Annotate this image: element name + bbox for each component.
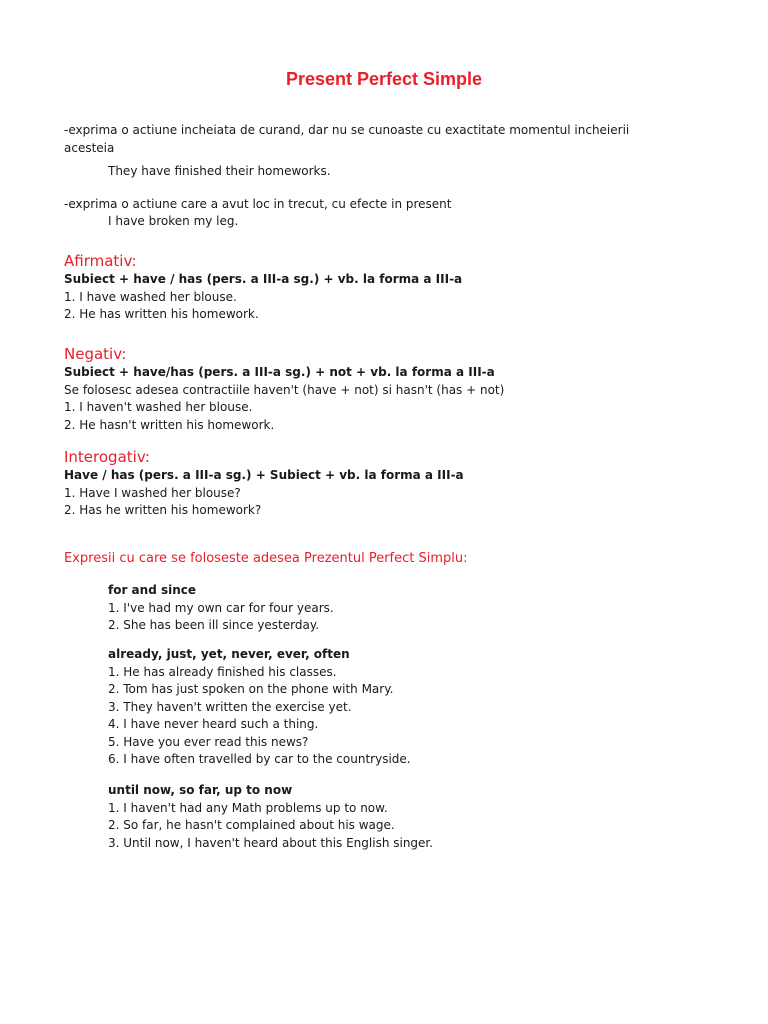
interogativ-example: 1. Have I washed her blouse? — [64, 485, 241, 500]
negativ-example: 2. He hasn't written his homework. — [64, 417, 275, 432]
expresii-example: 2. She has been ill since yesterday. — [108, 618, 320, 632]
interogativ-formula: Have / has (pers. a III-a sg.) + Subiect + vb. la forma a III-a — [64, 468, 464, 482]
expresii-example: 1. I've had my own car for four years. — [108, 600, 334, 615]
interogativ-example: 2. Has he written his homework? — [64, 503, 262, 517]
afirmativ-section — [64, 251, 724, 324]
intro-use2: -exprima o actiune care a avut loc in trecut, cu efecte in present — [64, 197, 452, 211]
afirmativ-formula: Subiect + have / has (pers. a III-a sg.) + vb. la forma a III-a — [64, 272, 463, 286]
expresii-group-already — [64, 646, 768, 769]
interogativ-heading: Interogativ: — [64, 448, 150, 466]
intro-use1-line1: -exprima o actiune incheiata de curand, dar nu se cunoaste cu exactitate momentul incheierii — [64, 123, 630, 137]
intro-example2: I have broken my leg. — [108, 214, 239, 228]
expresii-example: 6. I have often travelled by car to the countryside. — [108, 752, 411, 766]
expresii-example: 3. They haven't written the exercise yet. — [108, 699, 352, 714]
expresii-group-title: already, just, yet, never, ever, often — [108, 647, 350, 661]
negativ-heading: Negativ: — [64, 345, 127, 363]
afirmativ-example: 2. He has written his homework. — [64, 307, 259, 321]
afirmativ-example: 1. I have washed her blouse. — [64, 289, 237, 304]
expresii-group-title: until now, so far, up to now — [108, 783, 293, 797]
intro-example1: They have finished their homeworks. — [108, 164, 331, 178]
expresii-group-until-now — [64, 782, 768, 852]
expresii-group-title: for and since — [108, 583, 197, 597]
negativ-example: 1. I haven't washed her blouse. — [64, 400, 253, 414]
expresii-example: 4. I have never heard such a thing. — [108, 717, 319, 731]
expresii-example: 2. So far, he hasn't complained about his wage. — [108, 818, 395, 832]
interogativ-section — [64, 447, 724, 520]
expresii-heading-wrap — [64, 550, 724, 568]
expresii-example: 1. He has already finished his classes. — [108, 664, 337, 679]
expresii-example: 5. Have you ever read this news? — [108, 734, 309, 749]
negativ-section — [64, 344, 724, 434]
intro-use1 — [64, 122, 724, 157]
expresii-example: 2. Tom has just spoken on the phone with Mary. — [108, 682, 394, 696]
afirmativ-heading: Afirmativ: — [64, 252, 137, 270]
expresii-group-for-since — [64, 582, 768, 635]
negativ-note: Se folosesc adesea contractiile haven't (have + not) si hasn't (has + not) — [64, 382, 505, 397]
negativ-formula: Subiect + have/has (pers. a III-a sg.) + not + vb. la forma a III-a — [64, 365, 495, 379]
expresii-heading: Expresii cu care se foloseste adesea Prezentul Perfect Simplu: — [64, 551, 468, 566]
expresii-example: 1. I haven't had any Math problems up to now. — [108, 800, 388, 815]
expresii-example: 3. Until now, I haven't heard about this English singer. — [108, 835, 434, 850]
intro-use1-line2: acesteia — [64, 140, 115, 155]
page-title: Present Perfect Simple — [285, 69, 483, 89]
